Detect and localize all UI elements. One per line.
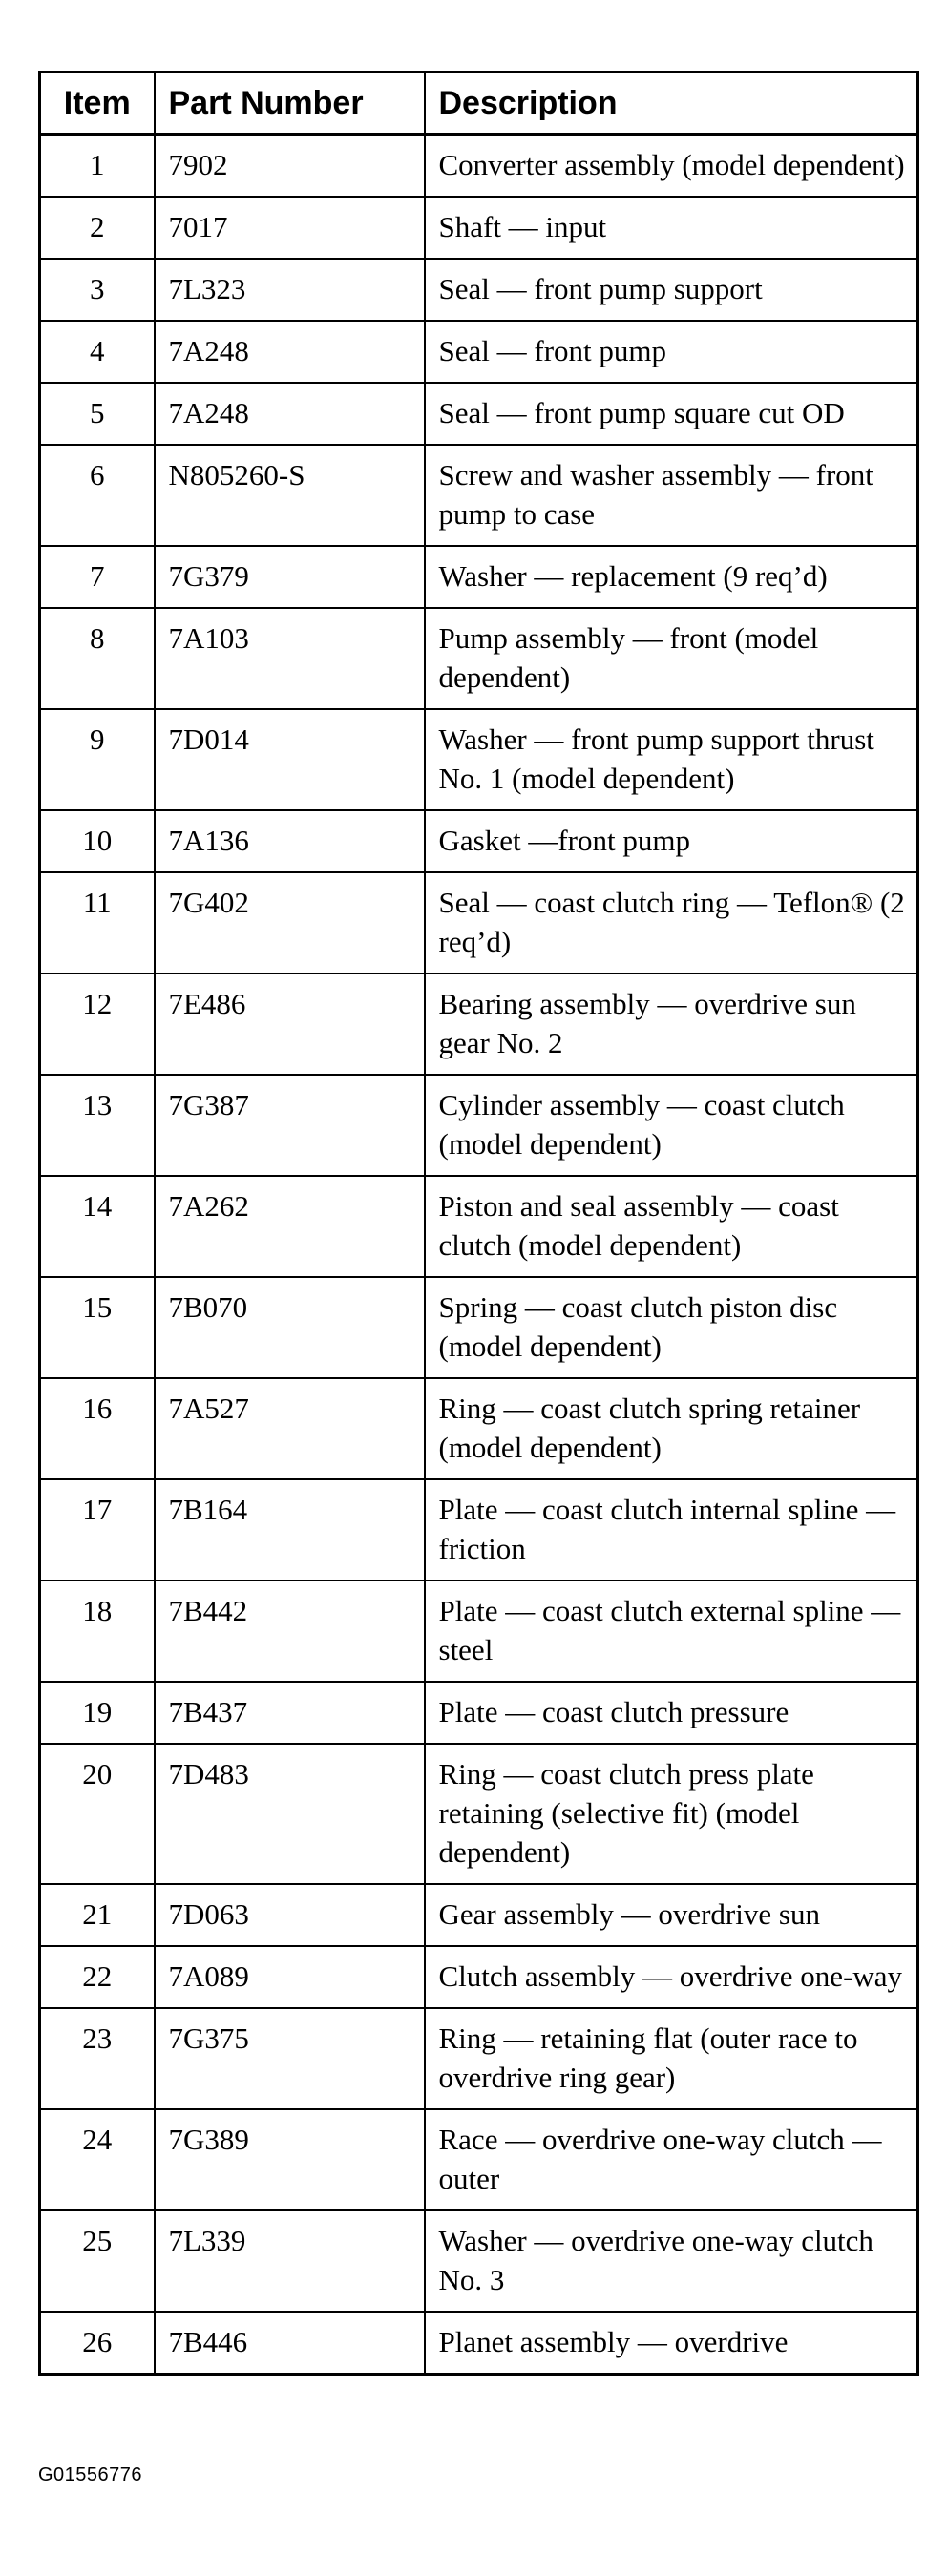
item-cell: 20 <box>40 1744 155 1884</box>
description-cell: Seal — coast clutch ring — Teflon® (2 req’d) <box>425 872 918 974</box>
part-number-cell: 7E486 <box>155 974 425 1075</box>
description-cell: Clutch assembly — overdrive one-way <box>425 1946 918 2008</box>
description-cell: Washer — replacement (9 req’d) <box>425 546 918 608</box>
part-number-cell: 7A248 <box>155 321 425 383</box>
item-cell: 16 <box>40 1378 155 1479</box>
table-row <box>40 1277 918 1378</box>
part-number-cell: 7A089 <box>155 1946 425 2008</box>
item-cell: 21 <box>40 1884 155 1946</box>
item-cell: 26 <box>40 2312 155 2375</box>
column-header-item: Item <box>40 73 155 135</box>
part-number-cell: 7A248 <box>155 383 425 445</box>
part-number-cell: 7902 <box>155 135 425 198</box>
part-number-cell: 7G402 <box>155 872 425 974</box>
table-row <box>40 709 918 810</box>
description-cell: Converter assembly (model dependent) <box>425 135 918 198</box>
item-cell: 17 <box>40 1479 155 1581</box>
table-row <box>40 2109 918 2210</box>
item-cell: 4 <box>40 321 155 383</box>
description-cell: Seal — front pump square cut OD <box>425 383 918 445</box>
part-number-cell: 7B442 <box>155 1581 425 1682</box>
table-row <box>40 872 918 974</box>
part-number-cell: 7G379 <box>155 546 425 608</box>
table-row <box>40 135 918 198</box>
description-cell: Planet assembly — overdrive <box>425 2312 918 2375</box>
description-cell: Plate — coast clutch pressure <box>425 1682 918 1744</box>
item-cell: 8 <box>40 608 155 709</box>
item-cell: 7 <box>40 546 155 608</box>
part-number-cell: 7B070 <box>155 1277 425 1378</box>
description-cell: Plate — coast clutch internal spline — friction <box>425 1479 918 1581</box>
part-number-cell: 7D483 <box>155 1744 425 1884</box>
description-cell: Screw and washer assembly — front pump to case <box>425 445 918 546</box>
table-row <box>40 2210 918 2312</box>
description-cell: Piston and seal assembly — coast clutch (model dependent) <box>425 1176 918 1277</box>
description-cell: Plate — coast clutch external spline — steel <box>425 1581 918 1682</box>
description-cell: Ring — retaining flat (outer race to overdrive ring gear) <box>425 2008 918 2109</box>
part-number-cell: 7A136 <box>155 810 425 872</box>
table-row <box>40 321 918 383</box>
item-cell: 5 <box>40 383 155 445</box>
table-row <box>40 1378 918 1479</box>
item-cell: 24 <box>40 2109 155 2210</box>
table-row <box>40 546 918 608</box>
column-header-description: Description <box>425 73 918 135</box>
table-row <box>40 974 918 1075</box>
part-number-cell: 7G389 <box>155 2109 425 2210</box>
description-cell: Pump assembly — front (model dependent) <box>425 608 918 709</box>
item-cell: 23 <box>40 2008 155 2109</box>
item-cell: 15 <box>40 1277 155 1378</box>
part-number-cell: 7017 <box>155 197 425 259</box>
description-cell: Ring — coast clutch spring retainer (model dependent) <box>425 1378 918 1479</box>
parts-table <box>38 71 919 2376</box>
item-cell: 25 <box>40 2210 155 2312</box>
description-cell: Shaft — input <box>425 197 918 259</box>
item-cell: 6 <box>40 445 155 546</box>
table-row <box>40 445 918 546</box>
table-row <box>40 1744 918 1884</box>
description-cell: Gasket —front pump <box>425 810 918 872</box>
table-row <box>40 2312 918 2375</box>
table-row <box>40 1682 918 1744</box>
description-cell: Bearing assembly — overdrive sun gear No. 2 <box>425 974 918 1075</box>
description-cell: Washer — front pump support thrust No. 1 (model dependent) <box>425 709 918 810</box>
table-row <box>40 259 918 321</box>
table-row <box>40 1884 918 1946</box>
table-row <box>40 1176 918 1277</box>
part-number-cell: 7G387 <box>155 1075 425 1176</box>
item-cell: 9 <box>40 709 155 810</box>
part-number-cell: 7D063 <box>155 1884 425 1946</box>
description-cell: Seal — front pump support <box>425 259 918 321</box>
part-number-cell: 7B164 <box>155 1479 425 1581</box>
part-number-cell: 7L339 <box>155 2210 425 2312</box>
item-cell: 10 <box>40 810 155 872</box>
header-row <box>40 73 918 135</box>
item-cell: 12 <box>40 974 155 1075</box>
item-cell: 11 <box>40 872 155 974</box>
table-row <box>40 2008 918 2109</box>
column-header-part-number: Part Number <box>155 73 425 135</box>
part-number-cell: 7A262 <box>155 1176 425 1277</box>
item-cell: 13 <box>40 1075 155 1176</box>
table-row <box>40 1946 918 2008</box>
part-number-cell: 7L323 <box>155 259 425 321</box>
item-cell: 1 <box>40 135 155 198</box>
description-cell: Gear assembly — overdrive sun <box>425 1884 918 1946</box>
item-cell: 2 <box>40 197 155 259</box>
figure-id: G01556776 <box>38 2464 143 2485</box>
table-row <box>40 608 918 709</box>
table-row <box>40 810 918 872</box>
part-number-cell: 7D014 <box>155 709 425 810</box>
part-number-cell: N805260-S <box>155 445 425 546</box>
table-row <box>40 1581 918 1682</box>
description-cell: Cylinder assembly — coast clutch (model dependent) <box>425 1075 918 1176</box>
item-cell: 19 <box>40 1682 155 1744</box>
part-number-cell: 7A103 <box>155 608 425 709</box>
part-number-cell: 7B437 <box>155 1682 425 1744</box>
part-number-cell: 7A527 <box>155 1378 425 1479</box>
description-cell: Spring — coast clutch piston disc (model dependent) <box>425 1277 918 1378</box>
item-cell: 18 <box>40 1581 155 1682</box>
item-cell: 14 <box>40 1176 155 1277</box>
table-row <box>40 383 918 445</box>
item-cell: 22 <box>40 1946 155 2008</box>
table-row <box>40 1479 918 1581</box>
table-row <box>40 1075 918 1176</box>
description-cell: Seal — front pump <box>425 321 918 383</box>
table-row <box>40 197 918 259</box>
description-cell: Ring — coast clutch press plate retaining (selective fit) (model dependent) <box>425 1744 918 1884</box>
description-cell: Washer — overdrive one-way clutch No. 3 <box>425 2210 918 2312</box>
item-cell: 3 <box>40 259 155 321</box>
part-number-cell: 7G375 <box>155 2008 425 2109</box>
description-cell: Race — overdrive one-way clutch — outer <box>425 2109 918 2210</box>
part-number-cell: 7B446 <box>155 2312 425 2375</box>
